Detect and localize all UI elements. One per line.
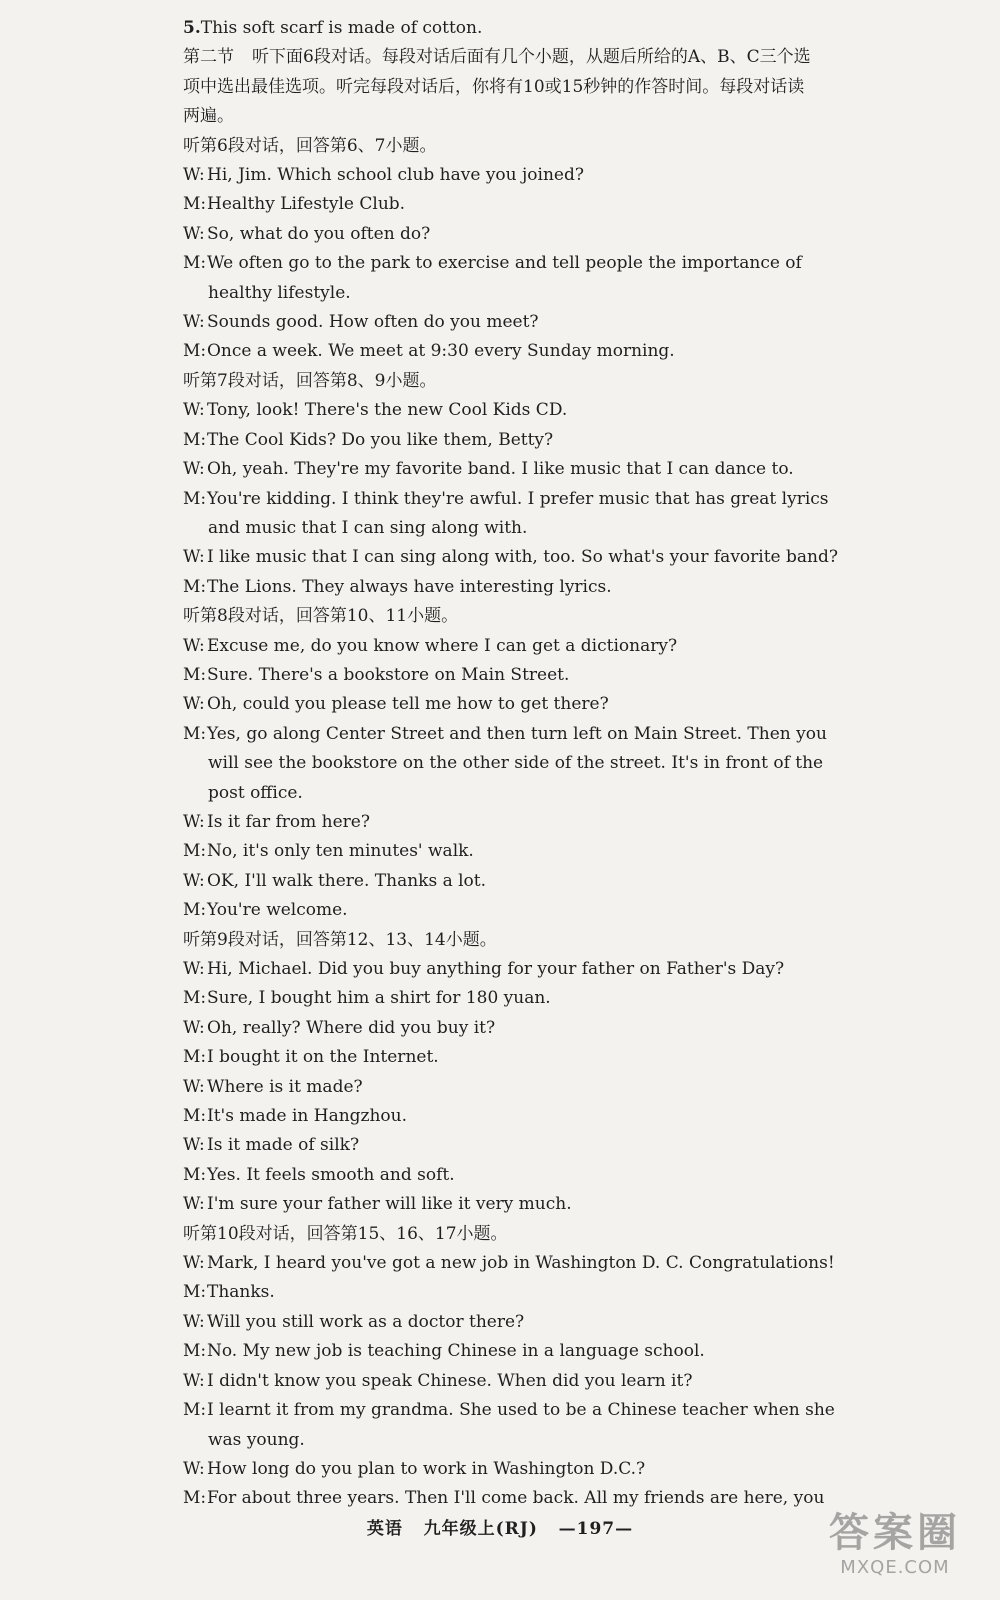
dialogue-line xyxy=(183,1308,820,1337)
dialogue-line xyxy=(183,1367,820,1396)
utterance: Sounds good. How often do you meet? xyxy=(207,312,539,333)
utterance: Is it far from here? xyxy=(207,811,370,832)
utterance: We often go to the park to exercise and tell people the importance of xyxy=(207,253,802,274)
speaker: W: xyxy=(183,1458,205,1479)
speaker: M: xyxy=(183,429,207,450)
watermark xyxy=(810,1510,980,1590)
utterance: Hi, Jim. Which school club have you joined? xyxy=(207,165,584,186)
speaker: M: xyxy=(183,1488,207,1509)
speaker: W: xyxy=(183,400,205,421)
dialogue-6-heading: 听第6段对话，回答第6、7小题。 xyxy=(183,135,437,156)
utterance: I'm sure your father will like it very much. xyxy=(207,1194,572,1215)
utterance: The Cool Kids? Do you like them, Betty? xyxy=(207,429,554,450)
speaker: W: xyxy=(183,1135,205,1156)
dialogue-9-heading: 听第9段对话，回答第12、13、14小题。 xyxy=(183,929,497,950)
section-text: 听下面6段对话。每段对话后面有几个小题，从题后所给的A、B、C三个选项中选出最佳选项。听完每段对话后，你将有10或15秒钟的作答时间。每段对话读两遍。 xyxy=(183,47,811,127)
speaker: W: xyxy=(183,959,205,979)
dialogue-line xyxy=(183,690,820,719)
dialogue-7-heading: 听第7段对话，回答第8、9小题。 xyxy=(183,370,437,391)
speaker: M: xyxy=(183,194,207,215)
utterance: I like music that I can sing along with, too. So what's your favorite band? xyxy=(207,547,838,568)
utterance: Once a week. We meet at 9:30 every Sunday morning. xyxy=(207,341,675,362)
utterance: Excuse me, do you know where I can get a dictionary? xyxy=(207,635,678,656)
question-text: This soft scarf is made of cotton. xyxy=(200,18,483,38)
dialogue-line xyxy=(183,1396,835,1425)
dialogue-line xyxy=(183,1131,820,1160)
dialogue-line xyxy=(183,455,820,484)
utterance: I didn't know you speak Chinese. When did you learn it? xyxy=(207,1370,693,1391)
utterance: Yes, go along Center Street and then turn left on Main Street. Then you xyxy=(207,723,827,744)
speaker: M: xyxy=(183,723,207,744)
dialogue-line xyxy=(183,161,820,190)
dialogue-line xyxy=(183,867,820,896)
dialogue-line xyxy=(183,808,820,837)
footer-page-number: —197— xyxy=(558,1519,634,1539)
speaker: M: xyxy=(183,1047,207,1068)
dialogue-line xyxy=(183,485,829,514)
dialogue-line xyxy=(183,1484,825,1513)
section-instructions xyxy=(183,43,820,131)
dialogue-line xyxy=(183,190,820,219)
dialogue-line xyxy=(183,337,820,366)
utterance: It's made in Hangzhou. xyxy=(207,1106,408,1127)
watermark-url: MXQE.COM xyxy=(840,1557,950,1578)
footer-grade: 九年级上(RJ) xyxy=(423,1519,538,1539)
dialogue-line xyxy=(183,1278,820,1307)
speaker: M: xyxy=(183,1106,207,1127)
speaker: M: xyxy=(183,341,207,362)
speaker: M: xyxy=(183,253,207,274)
watermark-logo: 答案圈 xyxy=(829,1510,961,1556)
utterance: Mark, I heard you've got a new job in Washington D. C. Congratulations! xyxy=(207,1253,835,1274)
speaker: W: xyxy=(183,459,205,480)
utterance: Will you still work as a doctor there? xyxy=(207,1311,525,1332)
dialogue-line xyxy=(183,308,820,337)
dialogue-line xyxy=(183,249,820,278)
utterance: How long do you plan to work in Washington D.C.? xyxy=(207,1458,646,1479)
utterance: OK, I'll walk there. Thanks a lot. xyxy=(207,870,487,891)
speaker: W: xyxy=(183,312,205,333)
utterance: Oh, yeah. They're my favorite band. I like music that I can dance to. xyxy=(207,459,794,480)
dialogue-line xyxy=(183,396,820,425)
speaker: M: xyxy=(183,900,207,921)
speaker: W: xyxy=(183,223,205,244)
speaker: W: xyxy=(183,165,205,186)
utterance: You're welcome. xyxy=(207,900,348,921)
speaker: W: xyxy=(183,1017,205,1038)
utterance: Oh, really? Where did you buy it? xyxy=(207,1017,496,1038)
speaker: W: xyxy=(183,1253,205,1274)
dialogue-continuation: will see the bookstore on the other side of the street. It's in front of the xyxy=(208,753,824,774)
dialogue-line xyxy=(183,543,838,572)
dialogue-line xyxy=(183,1249,835,1278)
dialogue-line xyxy=(183,1337,820,1366)
speaker: W: xyxy=(183,811,205,832)
utterance: Sure. There's a bookstore on Main Street. xyxy=(207,664,570,685)
speaker: M: xyxy=(183,1164,207,1185)
speaker: M: xyxy=(183,488,207,509)
utterance: Hi, Michael. Did you buy anything for your father on Father's Day? xyxy=(207,959,785,979)
dialogue-line xyxy=(183,1043,820,1072)
speaker: W: xyxy=(183,870,205,891)
dialogue-line xyxy=(183,632,820,661)
question-5 xyxy=(183,14,820,43)
speaker: W: xyxy=(183,1076,205,1097)
dialogue-line xyxy=(183,1455,820,1484)
dialogue-line xyxy=(183,837,820,866)
utterance: No. My new job is teaching Chinese in a language school. xyxy=(207,1341,705,1362)
utterance: You're kidding. I think they're awful. I prefer music that has great lyrics xyxy=(207,488,829,509)
speaker: M: xyxy=(183,1400,207,1421)
utterance: Is it made of silk? xyxy=(207,1135,360,1156)
utterance: So, what do you often do? xyxy=(207,223,431,244)
dialogue-line xyxy=(183,1190,820,1219)
utterance: Healthy Lifestyle Club. xyxy=(207,194,406,215)
dialogue-line xyxy=(183,573,820,602)
utterance: The Lions. They always have interesting lyrics. xyxy=(207,576,612,597)
dialogue-line xyxy=(183,220,820,249)
dialogue-line xyxy=(183,1161,820,1190)
utterance: Thanks. xyxy=(207,1282,275,1303)
speaker: M: xyxy=(183,1282,207,1303)
dialogue-line xyxy=(183,1102,820,1131)
utterance: Yes. It feels smooth and soft. xyxy=(207,1164,455,1185)
dialogue-line xyxy=(183,426,820,455)
dialogue-line xyxy=(183,720,827,749)
speaker: W: xyxy=(183,694,205,715)
speaker: M: xyxy=(183,664,207,685)
dialogue-line xyxy=(183,1073,820,1102)
dialogue-line xyxy=(183,984,820,1013)
dialogue-continuation: post office. xyxy=(208,782,303,803)
speaker: W: xyxy=(183,1370,205,1391)
speaker: W: xyxy=(183,1194,205,1215)
dialogue-continuation: was young. xyxy=(208,1429,305,1450)
utterance: Oh, could you please tell me how to get there? xyxy=(207,694,609,715)
speaker: M: xyxy=(183,841,207,862)
utterance: Tony, look! There's the new Cool Kids CD. xyxy=(207,400,568,421)
dialogue-continuation: healthy lifestyle. xyxy=(208,282,351,303)
dialogue-line xyxy=(183,896,820,925)
dialogue-line xyxy=(183,661,820,690)
speaker: W: xyxy=(183,635,205,656)
dialogue-10-heading: 听第10段对话，回答第15、16、17小题。 xyxy=(183,1223,508,1244)
utterance: No, it's only ten minutes' walk. xyxy=(207,841,474,862)
utterance: Where is it made? xyxy=(207,1076,363,1097)
utterance: I bought it on the Internet. xyxy=(207,1047,439,1068)
section-title: 第二节 xyxy=(183,47,234,68)
question-number: 5. xyxy=(183,18,201,38)
dialogue-line xyxy=(183,955,820,984)
footer-subject: 英语 xyxy=(366,1519,403,1539)
utterance: For about three years. Then I'll come back. All my friends are here, you xyxy=(207,1488,825,1509)
dialogue-line xyxy=(183,1014,820,1043)
utterance: I learnt it from my grandma. She used to be a Chinese teacher when she xyxy=(207,1400,835,1421)
dialogue-8-heading: 听第8段对话，回答第10、11小题。 xyxy=(183,606,459,627)
speaker: W: xyxy=(183,547,205,568)
utterance: Sure, I bought him a shirt for 180 yuan. xyxy=(207,988,551,1009)
speaker: M: xyxy=(183,576,207,597)
dialogue-continuation: and music that I can sing along with. xyxy=(208,517,528,538)
speaker: W: xyxy=(183,1311,205,1332)
speaker: M: xyxy=(183,1341,207,1362)
speaker: M: xyxy=(183,988,207,1009)
